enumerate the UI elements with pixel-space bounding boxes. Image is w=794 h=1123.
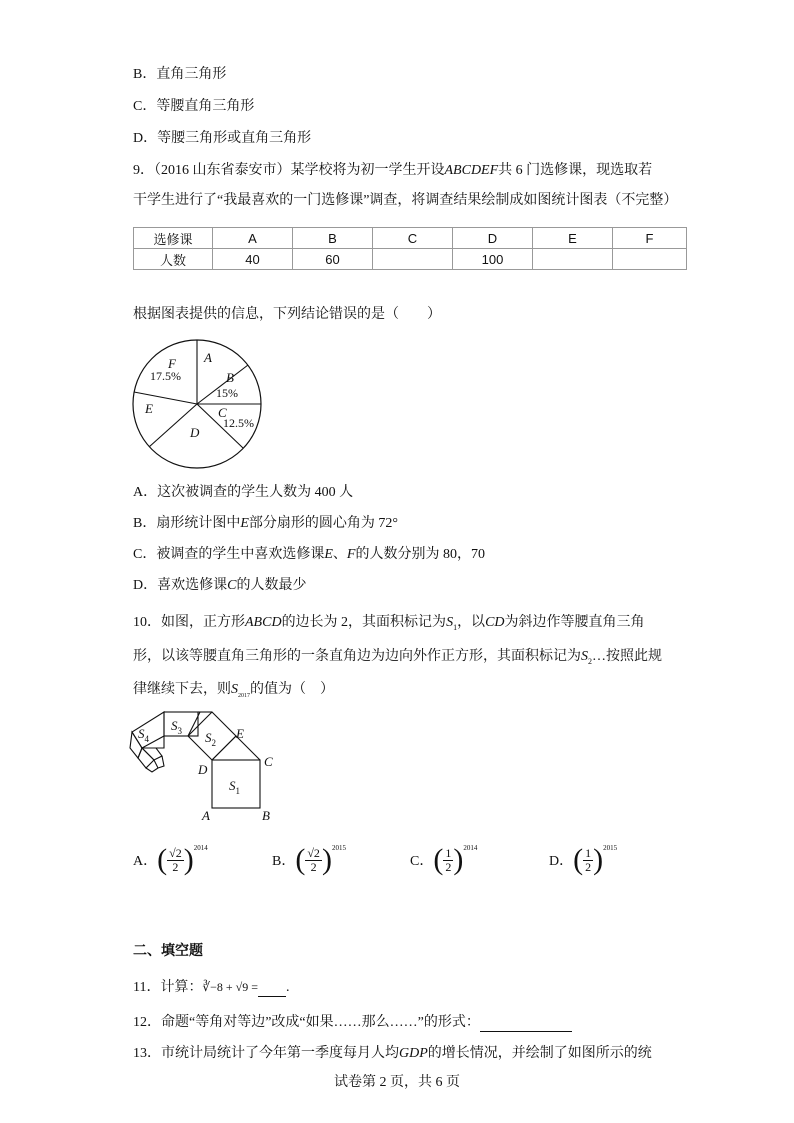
q10-choice-c: C． ( $\frac{1}{2}$ ) 2014 bbox=[410, 843, 478, 876]
table-row bbox=[134, 228, 687, 249]
fig-label-s3: $S_3$ bbox=[171, 718, 182, 736]
q10-choice-a: A． ( $\frac{√2}{2}$ ) 2014 bbox=[133, 843, 208, 876]
q8-option-c: C．等腰直角三角形 bbox=[133, 99, 255, 114]
q10-stem-line2: 形，以该等腰直角三角形的一条直角边为边向外作正方形，其面积标记为$S_2\dots$按照此规 bbox=[133, 649, 662, 666]
q8-option-b: B．直角三角形 bbox=[133, 67, 227, 82]
q10-stem-line3: 律继续下去，则$S_{2017}$的值为（ ） bbox=[133, 682, 334, 699]
q9-option-b: B．扇形统计图中E部分扇形的圆心角为 72° bbox=[133, 516, 399, 531]
table-header-cell: C bbox=[373, 228, 453, 249]
pie-label-c: C bbox=[218, 405, 227, 420]
fig-label-s4: $S_4$ bbox=[138, 726, 149, 744]
q10-square-spiral-figure bbox=[128, 708, 288, 824]
answer-blank[interactable] bbox=[258, 978, 286, 997]
pie-label-f: F bbox=[168, 356, 176, 371]
table-cell: 60 bbox=[293, 249, 373, 270]
pie-label-e: E bbox=[145, 401, 153, 416]
fig-label-a: A bbox=[202, 808, 210, 823]
q8-option-d: D．等腰三角形或直角三角形 bbox=[133, 131, 312, 146]
q9-stem-line2: 干学生进行了“我最喜欢的一门选修课”调查，将调查结果绘制成如图统计图表（不完整） bbox=[133, 193, 678, 208]
pie-label-d: D bbox=[190, 425, 200, 440]
q9-option-d: D．喜欢选修课C的人数最少 bbox=[133, 578, 307, 593]
section-title-fill-in: 二、填空题 bbox=[133, 942, 203, 958]
fraction: $\frac{√2}{2}$ bbox=[169, 845, 182, 874]
q12: 12．命题“等角对等边”改成“如果……那么……”的形式： bbox=[133, 1013, 572, 1032]
table-cell: 40 bbox=[213, 249, 293, 270]
table-header-cell: E bbox=[533, 228, 613, 249]
answer-blank[interactable] bbox=[480, 1013, 572, 1032]
pie-label-c-pct: 12.5% bbox=[223, 416, 254, 430]
table-cell: 人数 bbox=[134, 249, 213, 270]
fig-label-c: C bbox=[264, 754, 273, 769]
table-header-cell: 选修课 bbox=[134, 228, 213, 249]
square-s9 bbox=[146, 768, 158, 772]
q11: 11．计算：∛−8 + √9 = . bbox=[133, 980, 290, 995]
table-row bbox=[134, 249, 687, 270]
table-header-cell: F bbox=[613, 228, 687, 249]
q9-data-table bbox=[133, 227, 687, 270]
q9-stem-line1: 9．（2016 山东省泰安市）某学校将为初一学生开设ABCDEF共 6 门选修课，现选取若 bbox=[133, 163, 653, 178]
square-s7 bbox=[142, 748, 162, 760]
table-header-cell: B bbox=[293, 228, 373, 249]
table-cell: 100 bbox=[453, 249, 533, 270]
table-cell bbox=[613, 249, 687, 270]
q13: 13．市统计局统计了今年第一季度每月人均GDP的增长情况，并绘制了如图所示的统 bbox=[133, 1046, 652, 1061]
fig-label-e: E bbox=[236, 726, 244, 741]
fig-label-s2: $S_2$ bbox=[205, 730, 216, 748]
pie-divider-ef bbox=[134, 392, 197, 404]
square-s1 bbox=[212, 760, 260, 808]
table-header-cell: D bbox=[453, 228, 533, 249]
fig-label-d: D bbox=[198, 762, 208, 777]
page-footer: 试卷第 2 页，共 6 页 bbox=[334, 1075, 460, 1090]
q9-option-c: C．被调查的学生中喜欢选修课E、F的人数分别为 80，70 bbox=[133, 547, 485, 562]
table-cell bbox=[373, 249, 453, 270]
pie-label-b: B bbox=[226, 370, 234, 385]
pie-label-b-pct: 15% bbox=[216, 386, 238, 400]
q9-option-a: A．这次被调查的学生人数为 400 人 bbox=[133, 485, 354, 500]
fig-label-s1: $S_1$ bbox=[229, 778, 240, 796]
table-header-cell: A bbox=[213, 228, 293, 249]
fraction: $\frac{1}{2}$ bbox=[585, 845, 592, 874]
table-cell bbox=[533, 249, 613, 270]
q10-choice-b: B． ( $\frac{√2}{2}$ ) 2015 bbox=[272, 843, 346, 876]
q9-question: 根据图表提供的信息，下列结论错误的是（ ） bbox=[133, 307, 441, 322]
fraction: $\frac{1}{2}$ bbox=[445, 845, 452, 874]
fraction: $\frac{√2}{2}$ bbox=[307, 845, 320, 874]
q10-stem-line1: 10．如图，正方形ABCD的边长为 2，其面积标记为$S_1$，以CD为斜边作等腰直角三角 bbox=[133, 615, 645, 632]
pie-label-a: A bbox=[204, 350, 212, 365]
q10-choice-d: D． ( $\frac{1}{2}$ ) 2015 bbox=[549, 843, 618, 876]
q9-pie-figure bbox=[128, 336, 268, 470]
pie-label-f-pct: 17.5% bbox=[150, 369, 181, 383]
fig-label-b: B bbox=[262, 808, 270, 823]
